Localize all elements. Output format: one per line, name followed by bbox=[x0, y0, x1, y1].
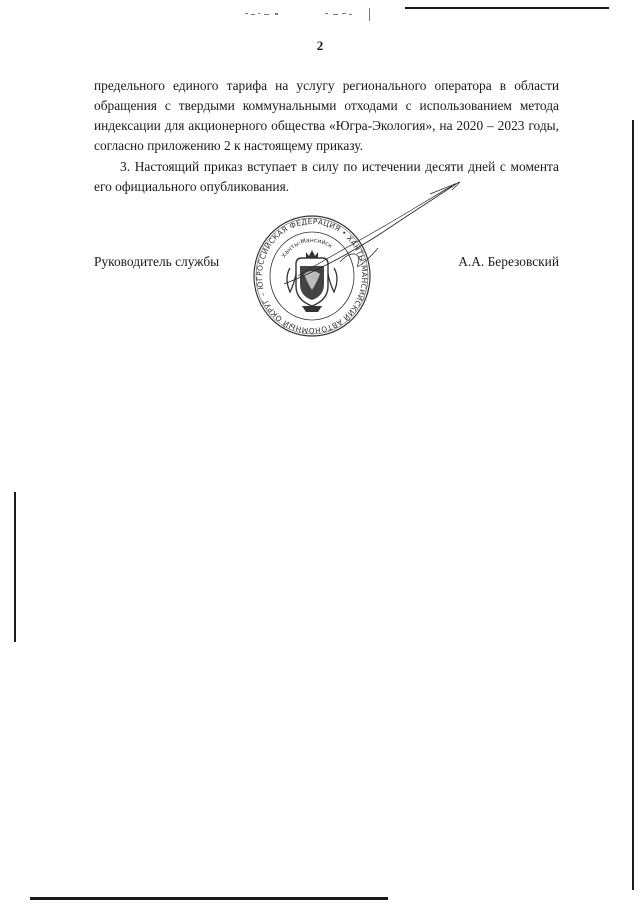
scan-edge-left bbox=[14, 492, 16, 642]
handwritten-signature bbox=[280, 180, 470, 290]
scan-specks bbox=[245, 8, 375, 22]
seal-inner-text: Ханты-Мансийск bbox=[280, 236, 334, 260]
page-number: 2 bbox=[316, 38, 324, 53]
scan-edge-bottom bbox=[30, 897, 388, 900]
seal-outer-text: РОССИЙСКАЯ ФЕДЕРАЦИЯ • ХАНТЫ-МАНСИЙСКИЙ АВТОНОМНЫЙ ОКРУГ – ЮГ bbox=[254, 216, 370, 336]
paragraph-continuation: предельного единого тарифа на услугу регионального оператора в области обращения с твердыми коммунальными отходами с использованием метода индексации для акционерного общества «Югра-Экология», на 2020 – 2023 годы, согласно приложению 2 к настоящему приказу. bbox=[94, 78, 559, 153]
scan-edge-top bbox=[405, 7, 609, 9]
signatory-title: Руководитель службы bbox=[94, 254, 220, 269]
scan-edge-right bbox=[632, 120, 634, 890]
paragraph-effective-date: 3. Настоящий приказ вступает в силу по истечении десяти дней с момента его официального опубликования. bbox=[94, 159, 559, 194]
signatory-name: А.А. Березовский bbox=[458, 254, 559, 269]
